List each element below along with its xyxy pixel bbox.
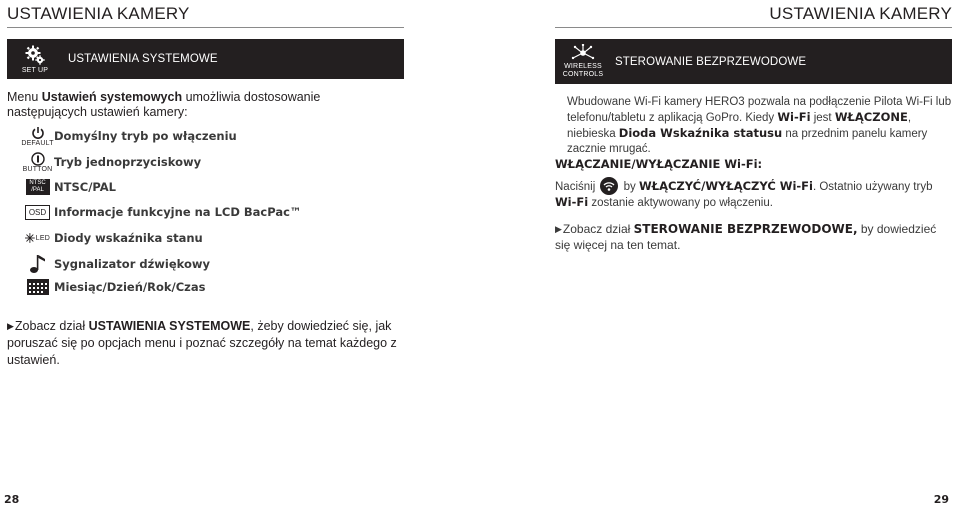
page-number-right: 29	[933, 493, 949, 506]
page-number-left: 28	[4, 493, 20, 506]
list-item-date-time: Miesiąc/Dzień/Rok/Czas	[25, 276, 205, 298]
list-item-ntsc-pal: NTSC /PAL NTSC/PAL	[25, 176, 116, 198]
setup-caption: SET UP	[21, 66, 49, 74]
page-title-left: USTAWIENIA KAMERY	[7, 4, 190, 23]
title-divider-right	[555, 27, 952, 28]
wifi-button-icon	[600, 177, 618, 195]
intro-text: Menu Ustawień systemowych umożliwia dostosowanie następujących ustawień kamery:	[7, 90, 321, 119]
power-icon: DEFAULT	[25, 125, 50, 147]
arrow-right-icon: ▶	[555, 224, 562, 234]
wifi-description: Wbudowane Wi-Fi kamery HERO3 pozwala na podłączenie Pilota Wi-Fi lub telefonu/tabletu z aplikacją GoPro. Kiedy Wi-Fi jest WŁĄCZONE, niebieska Dioda Wskaźnika statusu na przednim panelu kamery zacznie mrugać.	[567, 96, 952, 155]
wifi-onoff-heading: WŁĄCZANIE/WYŁĄCZANIE Wi-Fi:	[555, 157, 763, 171]
wireless-controls-title: STEROWANIE BEZPRZEWODOWE	[615, 55, 807, 68]
wireless-caption-1: WIRELESS	[564, 63, 602, 70]
led-icon: LED	[25, 227, 50, 249]
title-divider-left	[7, 27, 404, 28]
list-item-default-mode: DEFAULT Domyślny tryb po włączeniu	[25, 125, 237, 147]
list-item-osd: OSD Informacje funkcyjne na LCD BacPac™	[25, 201, 301, 223]
ntsc-pal-icon: NTSC /PAL	[25, 176, 50, 198]
list-item-led: LED Diody wskaźnika stanu	[25, 227, 203, 249]
wireless-controls-header	[555, 39, 952, 84]
list-item-beeper: Sygnalizator dźwiękowy	[25, 253, 210, 275]
wireless-controls-note: ▶Zobacz dział STEROWANIE BEZPRZEWODOWE, by dowiedzieć się więcej na ten temat.	[555, 222, 937, 252]
page-title-right: USTAWIENIA KAMERY	[769, 4, 952, 23]
system-settings-note: ▶Zobacz dział USTAWIENIA SYSTEMOWE, żeby dowiedzieć się, jak poruszać się po opcjach menu i poznać szczegóły na temat każdego z ustawień.	[7, 319, 397, 367]
system-settings-title: USTAWIENIA SYSTEMOWE	[68, 53, 218, 65]
music-note-icon	[25, 253, 50, 275]
wifi-onoff-instructions: Naciśnij by WŁĄCZYĆ/WYŁĄCZYĆ Wi-Fi. Ostatnio używany tryb Wi-Fi zostanie aktywowany po włączeniu.	[555, 179, 933, 209]
system-settings-header	[7, 39, 404, 79]
wireless-caption-2: CONTROLS	[562, 71, 604, 78]
calendar-icon	[25, 276, 50, 298]
setup-gears-icon	[7, 39, 63, 79]
wireless-icon	[555, 39, 611, 84]
arrow-right-icon: ▶	[7, 321, 14, 331]
list-item-one-button: BUTTON Tryb jednoprzyciskowy	[25, 151, 201, 173]
one-button-icon: BUTTON	[25, 151, 50, 173]
osd-icon: OSD	[25, 201, 50, 223]
